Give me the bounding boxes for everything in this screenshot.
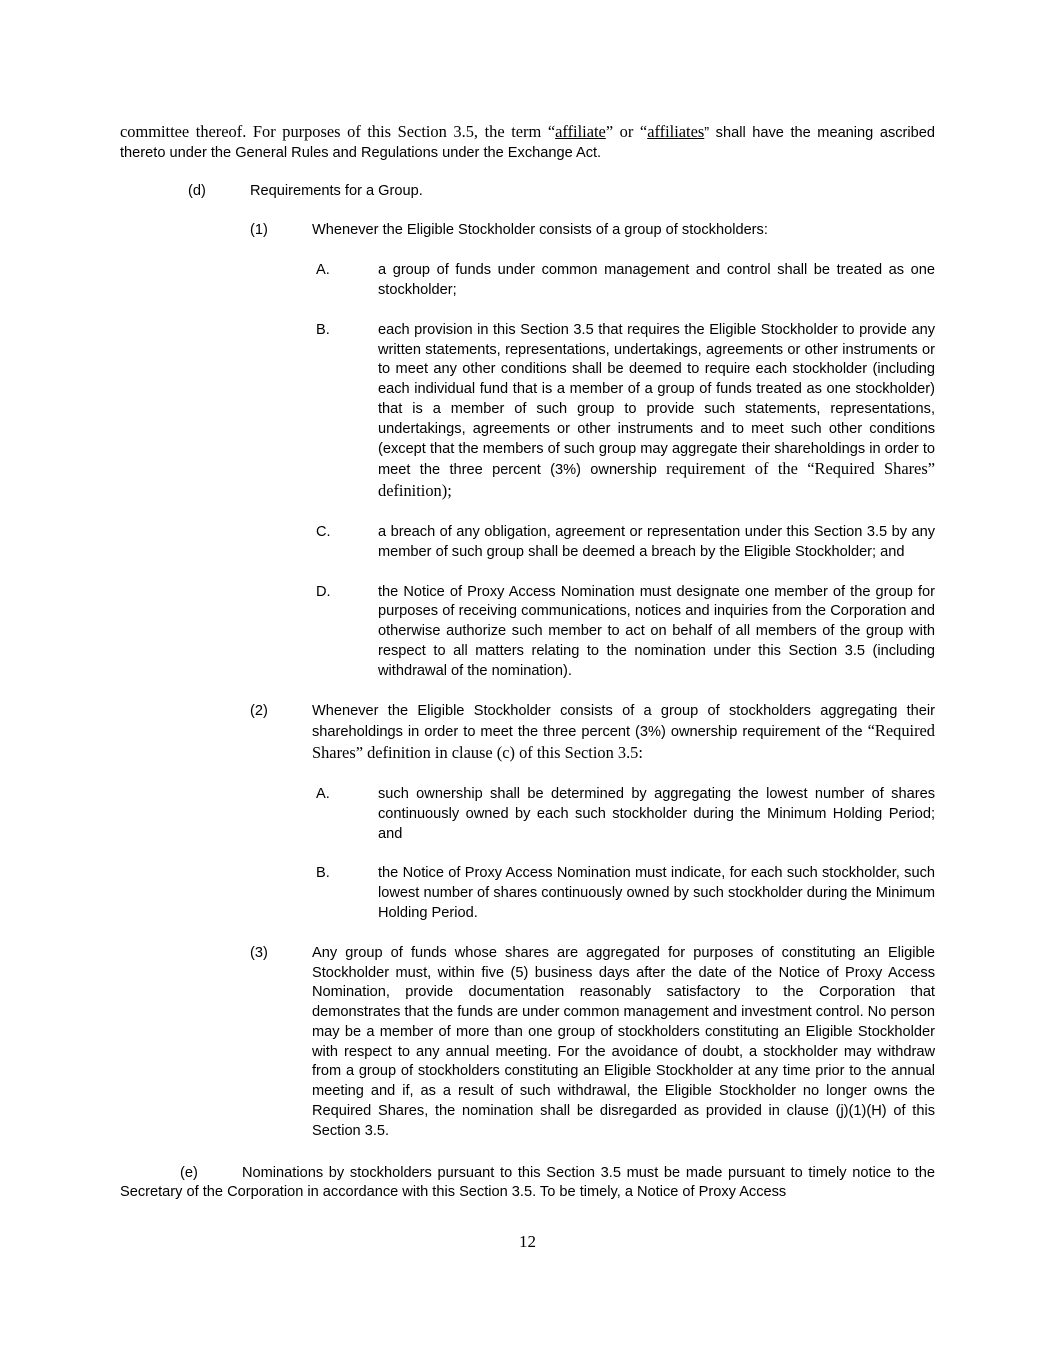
clause-d1-c-marker: C. [316,523,331,540]
intro-part1: committee thereof. For purposes of this Section 3.5, the term “ [120,122,556,141]
clause-e-text: Nominations by stockholders pursuant to this Section 3.5 must be made pursuant to timely notice to the Secretary of the Corporation in accordance with this Section 3.5. To be timely, a Notice of Proxy Access [120,1164,935,1201]
paragraph-intro [120,122,935,164]
intro-part2: ” or “ [605,122,648,141]
clause-d1-b-text [378,321,935,503]
clause-d2-a-marker: A. [316,785,330,802]
clause-d1-a-text: a group of funds under common management and control shall be treated as one stockholder; [378,262,935,298]
clause-d1-b-text-main: each provision in this Section 3.5 that requires the Eligible Stockholder to provide any written statements, representations, undertakings, agreements or other instruments or to meet any other conditions shall be deemed to require each stockholder (including each individual fund that is a member of a group of funds treated as one stockholder) that is a member of such group to provide such statements, representations, undertakings, agreements or other instruments and to meet such other conditions (except that the members of such group may aggregate their shareholdings in order to meet the three percent (3%) ownership [378,321,935,479]
clause-d1-b-text-serif: requirement of the “Required Shares” definition); [378,459,935,501]
clause-d-text: Requirements for a Group. [250,182,423,199]
clause-d1-b [316,321,935,503]
clause-d2 [250,702,935,765]
clause-d3-marker: (3) [250,944,268,961]
clause-d2-b-marker: B. [316,865,330,882]
page-body [120,122,935,1203]
clause-d2-b-text: the Notice of Proxy Access Nomination must indicate, for each such stockholder, such lowest number of shares continuously owned by such stockholder during the Minimum Holding Period. [378,865,935,921]
clause-d2-text [312,702,935,765]
clause-d3 [250,944,935,1142]
clause-e-marker: (e) [180,1164,198,1181]
clause-d2-a [316,785,935,844]
clause-d1-b-marker: B. [316,321,330,338]
intro-part3: ” shall have the meaning ascribed thereto under the General Rules and Regulations under the Exchange Act. [120,125,935,161]
clause-d1-c [316,523,935,563]
clause-d1-a-marker: A. [316,262,330,279]
clause-d2-text-serif: “Required Shares” definition in clause (c) of this Section 3.5: [312,721,935,763]
page-number: 12 [519,1232,536,1251]
clause-d1-d-marker: D. [316,583,331,600]
clause-d [188,182,935,202]
intro-term-affiliates: affiliates [647,122,705,141]
clause-d2-b [316,864,935,923]
clause-d1-d [316,583,935,682]
clause-d2-a-text: such ownership shall be determined by aggregating the lowest number of shares continuously owned by each such stockholder during the Minimum Holding Period; and [378,785,935,842]
clause-d1-c-text: a breach of any obligation, agreement or representation under this Section 3.5 by any member of such group shall be deemed a breach by the Eligible Stockholder; and [378,523,935,560]
clause-d1 [250,221,935,241]
clause-d3-text: Any group of funds whose shares are aggregated for purposes of constituting an Eligible Stockholder must, within five (5) business days after the date of the Notice of Proxy Access Nomination, provide documentation reasonably satisfactory to the Corporation that demonstrates that the funds are under common management and investment control. No person may be a member of more than one group of stockholders constituting an Eligible Stockholder with respect to any annual meeting. For the avoidance of doubt, a stockholder may withdraw from a group of stockholders constituting an Eligible Stockholder at any time prior to the annual meeting and if, as a result of such withdrawal, the Eligible Stockholder no longer owns the Required Shares, the nomination shall be disregarded as provided in clause (j)(1)(H) of this Section 3.5. [312,944,936,1139]
clause-d1-text: Whenever the Eligible Stockholder consists of a group of stockholders: [312,222,768,239]
clause-d2-text-main: Whenever the Eligible Stockholder consists of a group of stockholders aggregating their shareholdings in order to meet the three percent (3%) ownership requirement of the [312,702,935,741]
clause-e [120,1164,935,1204]
intro-term-affiliate: affiliate [555,122,606,141]
clause-d-marker: (d) [188,182,206,199]
clause-d2-marker: (2) [250,702,268,719]
clause-d1-a [316,261,935,301]
clause-d1-d-text: the Notice of Proxy Access Nomination must designate one member of the group for purposes of receiving communications, notices and inquiries from the Corporation and otherwise authorize such member to act on behalf of all members of the group with respect to all matters relating to the nomination under this Section 3.5 (including withdrawal of the nomination). [378,583,935,679]
clause-d1-marker: (1) [250,222,268,239]
